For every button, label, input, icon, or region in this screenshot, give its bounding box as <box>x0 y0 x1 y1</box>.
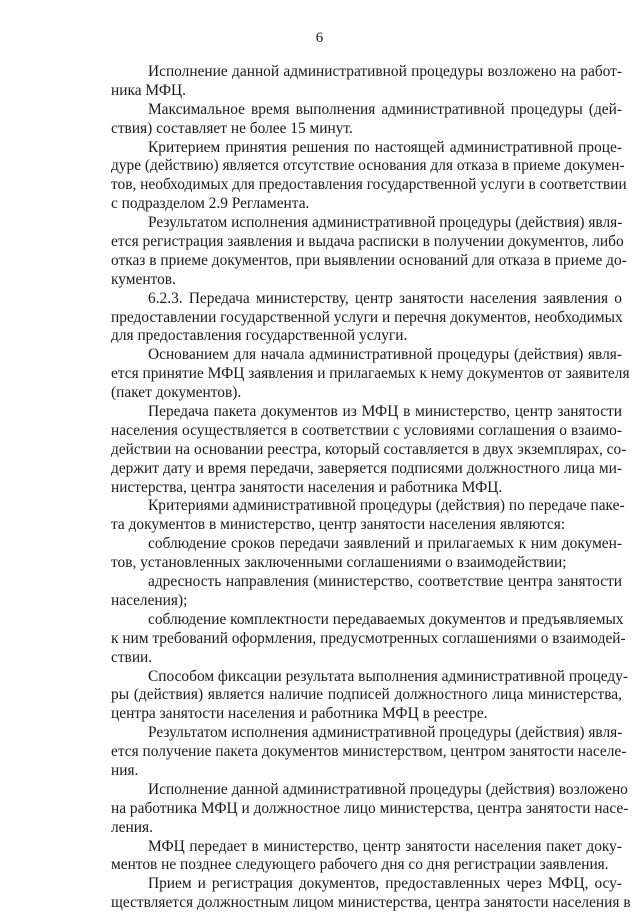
text-line: тов, установленных заключенными соглашениями о взаимодействии; <box>111 554 567 572</box>
paragraph-first-line: Исполнение данной административной процедуры (действия) возложено <box>148 780 628 798</box>
text-line: центра занятости населения и работника МФЦ в реестре. <box>111 705 488 723</box>
document-body <box>111 63 631 913</box>
paragraph-first-line: соблюдение сроков передачи заявлений и прилагаемых к ним докумен- <box>148 535 622 553</box>
paragraph-first-line: Прием и регистрация документов, предоставленных через МФЦ, осу- <box>148 875 622 893</box>
paragraph-first-line: Исполнение данной административной процедуры возложено на работ- <box>148 63 622 80</box>
text-line: населения); <box>111 591 188 609</box>
text-line: та документов в министерство, центр занятости населения являются: <box>111 516 566 534</box>
paragraph-first-line: адресность направления (министерство, соответствие центра занятости <box>148 573 622 591</box>
text-line: ется принятие МФЦ заявления и прилагаемых к нему документов от заявителя <box>111 365 630 383</box>
text-line: кументов. <box>111 270 176 288</box>
text-line: нистерства, центра занятости населения и работника МФЦ. <box>111 478 503 496</box>
paragraph-first-line: Результатом исполнения административной процедуры (действия) явля- <box>148 724 623 742</box>
text-line: ментов не позднее следующего рабочего дня со дня регистрации заявления. <box>111 856 609 874</box>
paragraph-first-line: соблюдение комплектности передаваемых документов и предъявляемых <box>148 610 624 628</box>
page-number: 6 <box>315 30 324 46</box>
text-line: для предоставления государственной услуги. <box>111 327 408 345</box>
text-line: ния. <box>111 761 139 779</box>
paragraph-first-line: Результатом исполнения административной процедуры (действия) явля- <box>148 214 623 232</box>
text-line: ствия) составляет не более 15 минут. <box>111 119 353 137</box>
text-line: ры (действия) является наличие подписей должностного лица министерства, <box>111 686 622 704</box>
text-line: ника МФЦ. <box>111 81 186 99</box>
text-line: действии на основании реестра, который составляется в двух экземплярах, со- <box>111 440 627 458</box>
text-line: предоставлении государственной услуги и перечня документов, необходимых <box>111 308 623 326</box>
paragraph-first-line: МФЦ передает в министерство, центр занятости населения пакет доку- <box>148 837 622 855</box>
text-line: тов, необходимых для предоставления государственной услуги в соответствии <box>111 176 627 194</box>
paragraph-first-line: Максимальное время выполнения административной процедуры (дей- <box>148 100 622 118</box>
text-line: держит дату и время передачи, заверяется подписями должностного лица ми- <box>111 459 622 477</box>
text-line: с подразделом 2.9 Регламента. <box>111 195 310 213</box>
text-line: отказ в приеме документов, при выявлении оснований для отказа в приеме до- <box>111 251 627 269</box>
paragraph-first-line: Критерием принятия решения по настоящей административной проце- <box>148 138 622 156</box>
text-line: ления. <box>111 818 153 836</box>
text-line: на работника МФЦ и должностное лицо министерства, центра занятости насе- <box>111 799 629 817</box>
paragraph-first-line: Передача пакета документов из МФЦ в министерство, центр занятости <box>148 403 622 421</box>
text-line: дуре (действию) является отсутствие основания для отказа в приеме докумен- <box>111 157 625 175</box>
text-line: ется регистрация заявления и выдача расписки в получении документов, либо <box>111 233 624 251</box>
paragraph-first-line: Критериями административной процедуры (действия) по передаче паке- <box>148 497 625 515</box>
text-line: (пакет документов). <box>111 384 242 402</box>
text-line: ется получение пакета документов министерством, центром занятости населе- <box>111 743 627 761</box>
text-line: ществляется должностным лицом министерства, центра занятости населения в <box>111 894 631 912</box>
paragraph-first-line: 6.2.3. Передача министерству, центр занятости населения заявления о <box>148 289 622 307</box>
text-line: населения осуществляется в соответствии с условиями соглашения о взаимо- <box>111 421 622 439</box>
text-line: ствии. <box>111 648 153 666</box>
paragraph-first-line: Способом фиксации результата выполнения административной процеду- <box>148 667 629 685</box>
text-line: к ним требований оформления, предусмотренных соглашениями о взаимодей- <box>111 629 626 647</box>
paragraph-first-line: Основанием для начала административной процедуры (действия) явля- <box>148 346 622 364</box>
